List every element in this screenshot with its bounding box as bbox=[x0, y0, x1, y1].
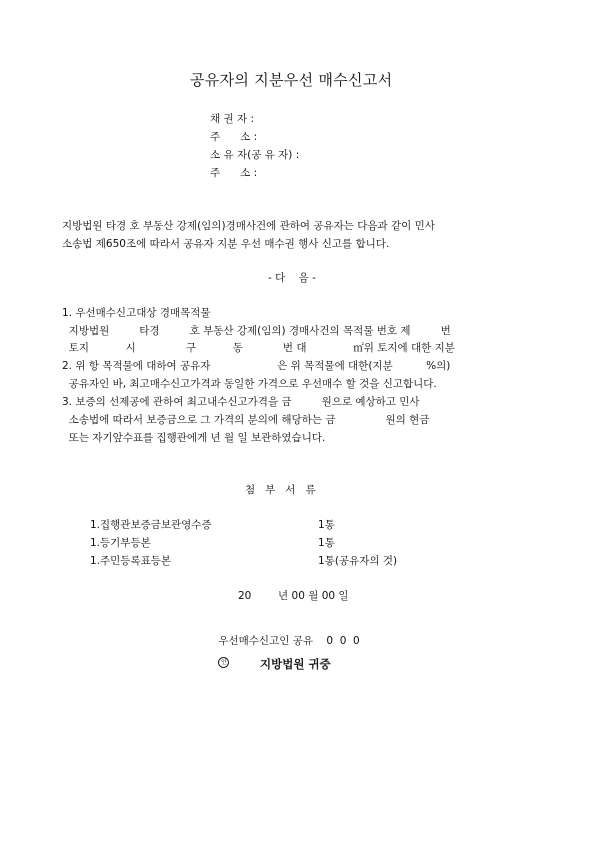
item-3-line-3: 또는 자기앞수표를 집행관에게 년 월 일 보관하였습니다. bbox=[62, 432, 326, 444]
attachment-name-1: 1.집행관보증금보관영수증 bbox=[90, 519, 212, 531]
attachments-heading: 첨 부 서 류 bbox=[245, 484, 316, 496]
item-3-line-1: 3. 보증의 선제공에 관하여 최고내수신고가격을 금 원으로 예상하고 민사 bbox=[62, 396, 420, 408]
item-3-line-2: 소송법에 따라서 보증금으로 그 가격의 분의에 해당하는 금 원의 현금 bbox=[62, 414, 430, 426]
attachment-count-1: 1통 bbox=[318, 519, 335, 531]
court-addressee: 지방법원 귀중 bbox=[260, 657, 331, 671]
document-title: 공유자의 지분우선 매수신고서 bbox=[190, 71, 393, 89]
owner-address-label: 주 소 : bbox=[210, 167, 258, 179]
section-heading-da-eum: - 다 음 - bbox=[268, 272, 316, 284]
attachment-name-3: 1.주민등록표등본 bbox=[90, 555, 172, 567]
item-1-line-2: 지방법원 타경 호 부동산 강제(임의) 경매사건의 목적물 번호 제 번 bbox=[62, 325, 451, 337]
item-1-title: 1. 우선매수신고대상 경매목적물 bbox=[62, 307, 211, 319]
date-line: 20 년 00 월 00 일 bbox=[238, 590, 349, 602]
intro-line-2: 소송법 제650조에 따라서 공유자 지분 우선 매수권 행사 신고를 합니다. bbox=[62, 238, 390, 250]
item-1-line-3: 토지 시 구 동 번 대 ㎡위 토지에 대한 지분 bbox=[62, 342, 455, 354]
creditor-label: 채 권 자 : bbox=[210, 113, 254, 125]
item-2-line-1: 2. 위 항 목적물에 대하여 공유자 은 위 목적물에 대한(지분 %의) bbox=[62, 360, 451, 372]
owner-label: 소 유 자(공 유 자) : bbox=[210, 149, 300, 161]
creditor-address-label: 주 소 : bbox=[210, 131, 258, 143]
attachment-name-2: 1.등기부등본 bbox=[90, 537, 151, 549]
attachment-count-3: 1통(공유자의 것) bbox=[318, 555, 398, 567]
attachment-count-2: 1통 bbox=[318, 537, 335, 549]
signer-text: 우선매수신고인 공유 0 0 0 bbox=[218, 634, 360, 647]
seal-icon: 인 bbox=[218, 657, 229, 668]
intro-line-1: 지방법원 타경 호 부동산 강제(임의)경매사건에 관하여 공유자는 다음과 같이 민사 bbox=[62, 220, 435, 232]
item-2-line-2: 공유자인 바, 최고매수신고가격과 동일한 가격으로 우선매수 할 것을 신고합니다. bbox=[62, 378, 437, 390]
